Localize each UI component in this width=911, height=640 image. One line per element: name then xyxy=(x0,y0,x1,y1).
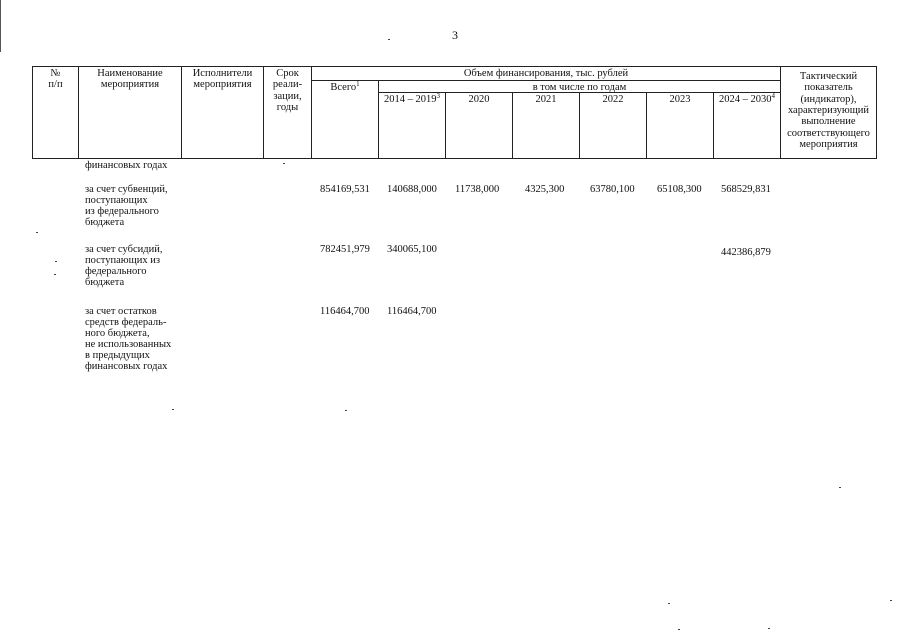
header-year-label: 2024 – 2030$^4$ xyxy=(719,92,775,105)
scan-speck xyxy=(172,409,174,410)
header-name-cell xyxy=(79,66,182,159)
header-indicator-line: показатель xyxy=(804,82,853,94)
header-name-line: Наименование xyxy=(97,68,163,79)
header-number-line: № xyxy=(50,68,61,79)
scan-speck xyxy=(283,163,285,164)
year-value: 116464,700 xyxy=(387,306,437,317)
header-indicator-line: мероприятия xyxy=(799,138,858,150)
header-indicator-line: (индикатор), xyxy=(800,93,857,105)
header-indicator-line: характеризующий xyxy=(787,104,870,116)
header-name-line: мероприятия xyxy=(100,79,160,91)
header-funding-title: Объем финансирования, тыс. рублей xyxy=(463,68,629,79)
header-term-line: зации, xyxy=(273,90,302,102)
row-label: за счет остатков средств федераль- ного бюджета, не использованных в предыдущих финансовых годах xyxy=(85,306,172,373)
header-term-line: Срок xyxy=(276,68,299,79)
header-executors-line: Исполнители xyxy=(192,68,253,79)
year-value: 65108,300 xyxy=(657,184,702,195)
header-total: Всего$^1$ xyxy=(330,80,360,93)
header-year-cell xyxy=(714,93,781,159)
header-executors-line: мероприятия xyxy=(193,79,252,91)
year-value: 140688,000 xyxy=(387,184,437,195)
scan-speck xyxy=(768,628,770,629)
scan-speck xyxy=(36,232,38,233)
header-indicator-line: соответствующего xyxy=(787,127,870,139)
header-term-cell xyxy=(264,66,312,159)
year-value: 11738,000 xyxy=(455,184,500,195)
year-value: 568529,831 xyxy=(721,184,771,195)
row-label: за счет субсидий, поступающих из федерального бюджета xyxy=(85,244,163,289)
header-indicator-line: выполнение xyxy=(801,116,856,128)
year-value: 442386,879 xyxy=(721,247,771,258)
header-executors-cell xyxy=(182,66,264,159)
scan-speck xyxy=(388,39,390,40)
header-indicator-line: Тактический xyxy=(799,71,858,82)
scan-speck xyxy=(54,274,56,275)
row-label: финансовых годах xyxy=(85,160,168,171)
scan-speck xyxy=(668,603,670,604)
header-year-cell xyxy=(446,93,513,159)
year-value: 340065,100 xyxy=(387,244,437,255)
header-number-line: п/п xyxy=(48,79,63,91)
header-term-line: годы xyxy=(276,101,299,113)
year-value: 63780,100 xyxy=(590,184,635,195)
row-label: за счет субвенций, поступающих из федерального бюджета xyxy=(85,184,168,229)
year-value: 4325,300 xyxy=(525,184,565,195)
header-year-label: 2014 – 2019$^3$ xyxy=(384,92,440,105)
total-value: 116464,700 xyxy=(320,306,370,317)
scan-speck xyxy=(839,487,841,488)
header-year-cell xyxy=(580,93,647,159)
header-number-cell xyxy=(32,66,79,159)
header-year-cell xyxy=(379,93,446,159)
header-total-cell xyxy=(312,81,379,159)
header-year-label: 2021 xyxy=(535,94,557,105)
scan-speck xyxy=(890,600,892,601)
header-year-label: 2020 xyxy=(468,94,490,105)
header-funding-title-cell xyxy=(312,66,781,81)
header-indicator-cell xyxy=(781,66,877,159)
page-number: 3 xyxy=(452,28,458,42)
header-year-cell xyxy=(513,93,580,159)
total-value: 854169,531 xyxy=(320,184,370,195)
scan-edge-line xyxy=(0,0,1,52)
scan-speck xyxy=(678,629,680,630)
header-year-cell xyxy=(647,93,714,159)
header-by-years: в том числе по годам xyxy=(532,82,627,93)
header-year-label: 2022 xyxy=(602,94,624,105)
total-value: 782451,979 xyxy=(320,244,370,255)
scan-speck xyxy=(345,410,347,411)
header-year-label: 2023 xyxy=(669,94,691,105)
scan-speck xyxy=(55,261,57,262)
header-term-line: реали- xyxy=(272,79,303,91)
